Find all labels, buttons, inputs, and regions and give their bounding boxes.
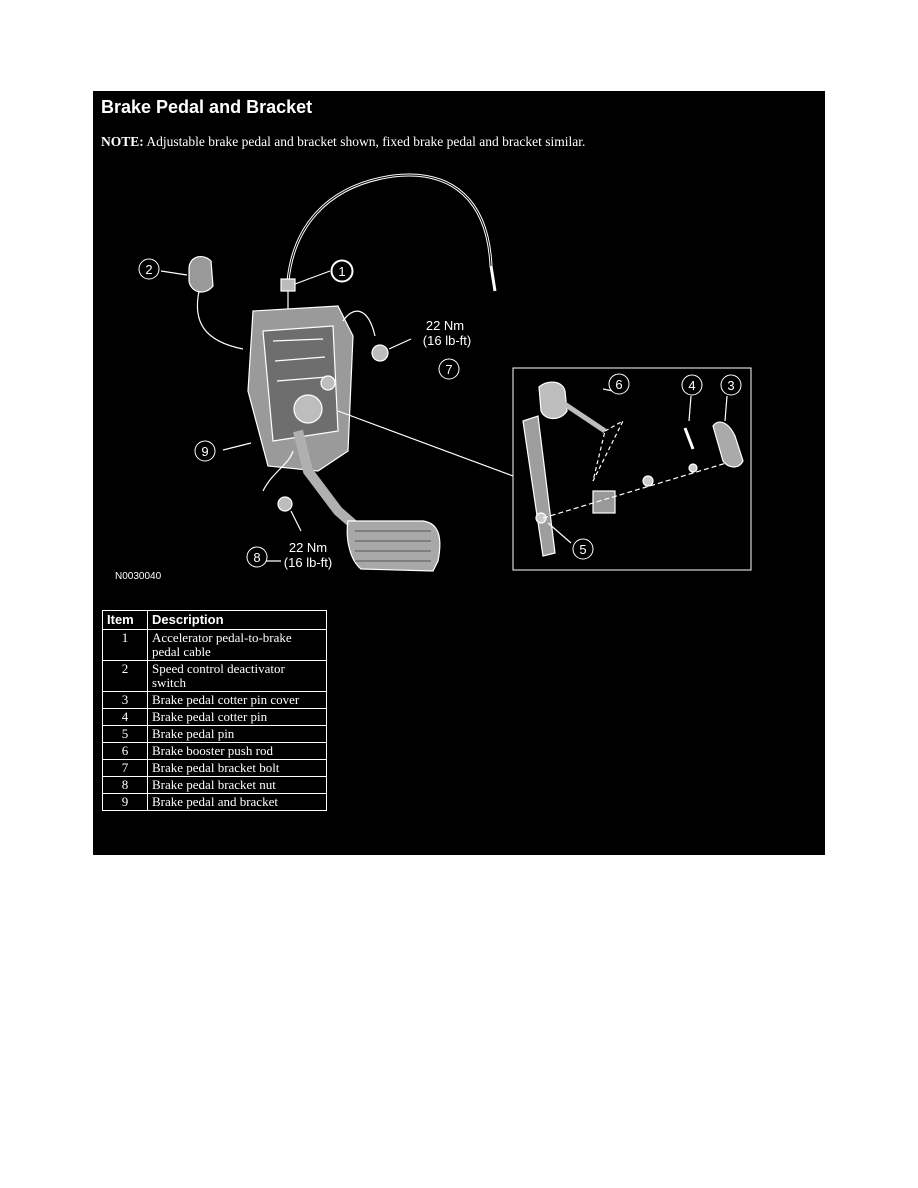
torque-8-alt: (16 lb-ft) bbox=[283, 555, 333, 570]
row-item: 4 bbox=[103, 709, 148, 726]
table-row bbox=[103, 726, 327, 743]
switch-drawing bbox=[189, 257, 213, 292]
pedal-pad-drawing bbox=[347, 521, 440, 571]
row-item: 3 bbox=[103, 692, 148, 709]
row-item: 9 bbox=[103, 794, 148, 811]
row-description: Brake pedal cotter pin cover bbox=[148, 692, 327, 709]
page-title: Brake Pedal and Bracket bbox=[101, 97, 313, 117]
callout-4-number: 4 bbox=[688, 378, 696, 393]
row-description: Brake pedal bracket nut bbox=[148, 777, 327, 794]
torque-8-value: 22 Nm bbox=[288, 540, 328, 555]
callout-7-number: 7 bbox=[445, 362, 453, 377]
table-row bbox=[103, 630, 327, 661]
callout-4 bbox=[682, 375, 702, 395]
table-row bbox=[103, 709, 327, 726]
row-description: Brake pedal bracket bolt bbox=[148, 760, 327, 777]
nut-8-drawing bbox=[278, 497, 292, 511]
row-description: Brake pedal pin bbox=[148, 726, 327, 743]
row-description: Brake booster push rod bbox=[148, 743, 327, 760]
callout-6 bbox=[609, 374, 629, 394]
callout-1-number: 1 bbox=[338, 264, 346, 279]
callout-8-number: 8 bbox=[253, 550, 261, 565]
cable-drawing bbox=[288, 175, 495, 291]
row-item: 5 bbox=[103, 726, 148, 743]
callout-9 bbox=[195, 441, 215, 461]
callout-2-number: 2 bbox=[145, 262, 153, 277]
callout-6-number: 6 bbox=[615, 377, 623, 392]
figure-id: N0030040 bbox=[115, 571, 162, 582]
table-header-row bbox=[103, 611, 327, 630]
row-description: Brake pedal cotter pin bbox=[148, 709, 327, 726]
callout-5-number: 5 bbox=[579, 542, 587, 557]
table-row bbox=[103, 777, 327, 794]
callout-9-number: 9 bbox=[201, 444, 209, 459]
row-description: Accelerator pedal-to-brake pedal cable bbox=[148, 630, 327, 661]
callout-7 bbox=[439, 359, 459, 379]
row-description: Brake pedal and bracket bbox=[148, 794, 327, 811]
header-item: Item bbox=[103, 611, 148, 630]
row-item: 7 bbox=[103, 760, 148, 777]
bolt-7-drawing bbox=[372, 345, 388, 361]
table-row bbox=[103, 743, 327, 760]
brake-pedal-diagram bbox=[93, 91, 825, 591]
table-row bbox=[103, 692, 327, 709]
callout-3-number: 3 bbox=[727, 378, 735, 393]
table-row bbox=[103, 794, 327, 811]
row-item: 6 bbox=[103, 743, 148, 760]
callout-2 bbox=[139, 259, 159, 279]
callout-3 bbox=[721, 375, 741, 395]
callout-8 bbox=[247, 547, 267, 567]
torque-7-value: 22 Nm bbox=[425, 318, 465, 333]
row-description: Speed control deactivator switch bbox=[148, 661, 327, 692]
row-item: 2 bbox=[103, 661, 148, 692]
note-label: NOTE: bbox=[101, 134, 144, 149]
document-panel bbox=[93, 91, 825, 855]
push-rod-drawing bbox=[539, 382, 567, 418]
torque-7-alt: (16 lb-ft) bbox=[422, 333, 472, 348]
note-body: Adjustable brake pedal and bracket shown, fixed brake pedal and bracket similar. bbox=[143, 134, 586, 149]
row-item: 8 bbox=[103, 777, 148, 794]
header-description: Description bbox=[148, 611, 327, 630]
callout-5 bbox=[573, 539, 593, 559]
table-row bbox=[103, 760, 327, 777]
callout-1 bbox=[331, 260, 353, 282]
table-row bbox=[103, 661, 327, 692]
row-item: 1 bbox=[103, 630, 148, 661]
parts-table bbox=[102, 610, 327, 811]
